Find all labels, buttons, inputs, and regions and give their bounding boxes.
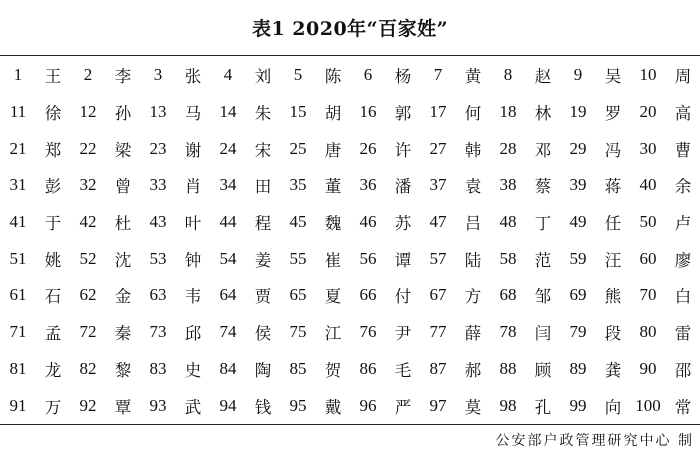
rank-number: 18 bbox=[499, 102, 517, 122]
table-row bbox=[0, 351, 700, 388]
surname-cell: 夏 bbox=[324, 287, 342, 307]
rank-number: 42 bbox=[79, 212, 97, 232]
surname-cell: 于 bbox=[44, 214, 62, 234]
surname-cell: 许 bbox=[394, 140, 412, 160]
surname-cell: 彭 bbox=[44, 177, 62, 197]
rank-number: 15 bbox=[289, 102, 307, 122]
rank-number: 34 bbox=[219, 175, 237, 195]
rank-number: 29 bbox=[569, 138, 587, 158]
rank-number: 97 bbox=[429, 395, 447, 415]
rank-number: 80 bbox=[639, 322, 657, 342]
surname-cell: 武 bbox=[184, 397, 202, 417]
rank-number: 59 bbox=[569, 248, 587, 268]
surname-cell: 侯 bbox=[254, 324, 272, 344]
surname-cell: 卢 bbox=[674, 214, 692, 234]
rank-number: 17 bbox=[429, 102, 447, 122]
rank-number: 74 bbox=[219, 322, 237, 342]
surname-cell: 戴 bbox=[324, 397, 342, 417]
rank-number: 41 bbox=[9, 212, 27, 232]
table-row bbox=[0, 57, 700, 94]
rank-number: 60 bbox=[639, 248, 657, 268]
rank-number: 8 bbox=[503, 65, 513, 85]
surname-cell: 崔 bbox=[324, 250, 342, 270]
rank-number: 58 bbox=[499, 248, 517, 268]
rank-number: 69 bbox=[569, 285, 587, 305]
surname-cell: 吕 bbox=[464, 214, 482, 234]
surname-cell: 钱 bbox=[254, 397, 272, 417]
surname-cell: 尹 bbox=[394, 324, 412, 344]
surname-cell: 朱 bbox=[254, 104, 272, 124]
surname-cell: 白 bbox=[674, 287, 692, 307]
bottom-rule bbox=[0, 424, 700, 425]
table-row bbox=[0, 387, 700, 424]
rank-number: 91 bbox=[9, 395, 27, 415]
surname-cell: 段 bbox=[604, 324, 622, 344]
rank-number: 79 bbox=[569, 322, 587, 342]
surname-cell: 覃 bbox=[114, 397, 132, 417]
table-row bbox=[0, 314, 700, 351]
surname-cell: 汪 bbox=[604, 250, 622, 270]
rank-number: 35 bbox=[289, 175, 307, 195]
rank-number: 27 bbox=[429, 138, 447, 158]
rank-number: 76 bbox=[359, 322, 377, 342]
surname-cell: 杜 bbox=[114, 214, 132, 234]
surname-cell: 孔 bbox=[534, 397, 552, 417]
surname-cell: 孙 bbox=[114, 104, 132, 124]
rank-number: 11 bbox=[9, 102, 27, 122]
rank-number: 33 bbox=[149, 175, 167, 195]
rank-number: 62 bbox=[79, 285, 97, 305]
surname-cell: 冯 bbox=[604, 140, 622, 160]
surname-cell: 周 bbox=[674, 67, 692, 87]
surname-cell: 曹 bbox=[674, 140, 692, 160]
table-row bbox=[0, 130, 700, 167]
rank-number: 54 bbox=[219, 248, 237, 268]
surname-cell: 付 bbox=[394, 287, 412, 307]
rank-number: 61 bbox=[9, 285, 27, 305]
rank-number: 64 bbox=[219, 285, 237, 305]
surname-cell: 常 bbox=[674, 397, 692, 417]
rank-number: 93 bbox=[149, 395, 167, 415]
surname-cell: 黄 bbox=[464, 67, 482, 87]
surname-cell: 田 bbox=[254, 177, 272, 197]
rank-number: 98 bbox=[499, 395, 517, 415]
surname-cell: 陆 bbox=[464, 250, 482, 270]
rank-number: 56 bbox=[359, 248, 377, 268]
surname-cell: 程 bbox=[254, 214, 272, 234]
surname-cell: 魏 bbox=[324, 214, 342, 234]
rank-number: 70 bbox=[639, 285, 657, 305]
rank-number: 43 bbox=[149, 212, 167, 232]
rank-number: 92 bbox=[79, 395, 97, 415]
surname-cell: 廖 bbox=[674, 250, 692, 270]
rank-number: 19 bbox=[569, 102, 587, 122]
rank-number: 94 bbox=[219, 395, 237, 415]
surname-cell: 雷 bbox=[674, 324, 692, 344]
rank-number: 25 bbox=[289, 138, 307, 158]
rank-number: 14 bbox=[219, 102, 237, 122]
surname-cell: 肖 bbox=[184, 177, 202, 197]
rank-number: 39 bbox=[569, 175, 587, 195]
surname-cell: 向 bbox=[604, 397, 622, 417]
surname-cell: 董 bbox=[324, 177, 342, 197]
rank-number: 31 bbox=[9, 175, 27, 195]
rank-number: 45 bbox=[289, 212, 307, 232]
surname-cell: 石 bbox=[44, 287, 62, 307]
rank-number: 84 bbox=[219, 358, 237, 378]
surname-cell: 薛 bbox=[464, 324, 482, 344]
surname-cell: 金 bbox=[114, 287, 132, 307]
surname-cell: 袁 bbox=[464, 177, 482, 197]
surname-cell: 范 bbox=[534, 250, 552, 270]
rank-number: 4 bbox=[223, 65, 233, 85]
surname-cell: 吴 bbox=[604, 67, 622, 87]
rank-number: 66 bbox=[359, 285, 377, 305]
rank-number: 7 bbox=[433, 65, 443, 85]
table-row bbox=[0, 204, 700, 241]
rank-number: 68 bbox=[499, 285, 517, 305]
rank-number: 95 bbox=[289, 395, 307, 415]
rank-number: 50 bbox=[639, 212, 657, 232]
rank-number: 1 bbox=[13, 65, 23, 85]
surname-cell: 林 bbox=[534, 104, 552, 124]
surname-cell: 邵 bbox=[674, 360, 692, 380]
surname-cell: 邱 bbox=[184, 324, 202, 344]
surname-cell: 姚 bbox=[44, 250, 62, 270]
rank-number: 82 bbox=[79, 358, 97, 378]
surname-cell: 姜 bbox=[254, 250, 272, 270]
table-title: 表1 2020年“百家姓” bbox=[251, 18, 449, 40]
surname-cell: 莫 bbox=[464, 397, 482, 417]
surname-cell: 任 bbox=[604, 214, 622, 234]
rank-number: 13 bbox=[149, 102, 167, 122]
surname-cell: 龙 bbox=[44, 360, 62, 380]
surname-cell: 张 bbox=[184, 67, 202, 87]
rank-number: 10 bbox=[639, 65, 657, 85]
surname-cell: 韦 bbox=[184, 287, 202, 307]
surname-cell: 唐 bbox=[324, 140, 342, 160]
surname-cell: 孟 bbox=[44, 324, 62, 344]
surname-cell: 邹 bbox=[534, 287, 552, 307]
surname-cell: 郭 bbox=[394, 104, 412, 124]
rank-number: 37 bbox=[429, 175, 447, 195]
surname-cell: 谢 bbox=[184, 140, 202, 160]
surname-cell: 谭 bbox=[394, 250, 412, 270]
table-row bbox=[0, 240, 700, 277]
rank-number: 72 bbox=[79, 322, 97, 342]
rank-number: 47 bbox=[429, 212, 447, 232]
surname-cell: 史 bbox=[184, 360, 202, 380]
rank-number: 9 bbox=[573, 65, 583, 85]
rank-number: 30 bbox=[639, 138, 657, 158]
table-row bbox=[0, 94, 700, 131]
rank-number: 12 bbox=[79, 102, 97, 122]
rank-number: 26 bbox=[359, 138, 377, 158]
surname-cell: 江 bbox=[324, 324, 342, 344]
rank-number: 52 bbox=[79, 248, 97, 268]
rank-number: 65 bbox=[289, 285, 307, 305]
surname-cell: 沈 bbox=[114, 250, 132, 270]
rank-number: 22 bbox=[79, 138, 97, 158]
surname-cell: 苏 bbox=[394, 214, 412, 234]
surname-cell: 万 bbox=[44, 397, 62, 417]
surname-cell: 潘 bbox=[394, 177, 412, 197]
rank-number: 86 bbox=[359, 358, 377, 378]
rank-number: 99 bbox=[569, 395, 587, 415]
rank-number: 49 bbox=[569, 212, 587, 232]
surname-cell: 严 bbox=[394, 397, 412, 417]
rank-number: 78 bbox=[499, 322, 517, 342]
rank-number: 5 bbox=[293, 65, 303, 85]
rank-number: 57 bbox=[429, 248, 447, 268]
surname-cell: 高 bbox=[674, 104, 692, 124]
rank-number: 32 bbox=[79, 175, 97, 195]
rank-number: 90 bbox=[639, 358, 657, 378]
surname-cell: 陈 bbox=[324, 67, 342, 87]
surname-cell: 徐 bbox=[44, 104, 62, 124]
surname-cell: 梁 bbox=[114, 140, 132, 160]
rank-number: 63 bbox=[149, 285, 167, 305]
surname-cell: 丁 bbox=[534, 214, 552, 234]
surname-cell: 李 bbox=[114, 67, 132, 87]
rank-number: 6 bbox=[363, 65, 373, 85]
surname-cell: 熊 bbox=[604, 287, 622, 307]
table-row bbox=[0, 167, 700, 204]
surname-cell: 杨 bbox=[394, 67, 412, 87]
surname-cell: 胡 bbox=[324, 104, 342, 124]
rank-number: 88 bbox=[499, 358, 517, 378]
surname-cell: 龚 bbox=[604, 360, 622, 380]
table-row bbox=[0, 277, 700, 314]
surname-cell: 毛 bbox=[394, 360, 412, 380]
surname-cell: 罗 bbox=[604, 104, 622, 124]
surname-cell: 郝 bbox=[464, 360, 482, 380]
surname-cell: 贺 bbox=[324, 360, 342, 380]
surname-cell: 马 bbox=[184, 104, 202, 124]
surname-cell: 蒋 bbox=[604, 177, 622, 197]
surname-cell: 贾 bbox=[254, 287, 272, 307]
rank-number: 23 bbox=[149, 138, 167, 158]
rank-number: 44 bbox=[219, 212, 237, 232]
surname-cell: 韩 bbox=[464, 140, 482, 160]
rank-number: 2 bbox=[83, 65, 93, 85]
surname-table bbox=[0, 57, 700, 424]
rank-number: 96 bbox=[359, 395, 377, 415]
surname-cell: 赵 bbox=[534, 67, 552, 87]
rank-number: 53 bbox=[149, 248, 167, 268]
top-rule bbox=[0, 55, 700, 56]
rank-number: 85 bbox=[289, 358, 307, 378]
surname-cell: 宋 bbox=[254, 140, 272, 160]
surname-cell: 余 bbox=[674, 177, 692, 197]
surname-cell: 郑 bbox=[44, 140, 62, 160]
rank-number: 48 bbox=[499, 212, 517, 232]
rank-number: 83 bbox=[149, 358, 167, 378]
rank-number: 28 bbox=[499, 138, 517, 158]
surname-cell: 闫 bbox=[534, 324, 552, 344]
rank-number: 51 bbox=[9, 248, 27, 268]
rank-number: 16 bbox=[359, 102, 377, 122]
rank-number: 75 bbox=[289, 322, 307, 342]
rank-number: 87 bbox=[429, 358, 447, 378]
surname-cell: 蔡 bbox=[534, 177, 552, 197]
rank-number: 100 bbox=[635, 395, 661, 415]
source-note: 公安部户政管理研究中心 制 bbox=[495, 433, 694, 449]
surname-cell: 陶 bbox=[254, 360, 272, 380]
surname-cell: 曾 bbox=[114, 177, 132, 197]
rank-number: 89 bbox=[569, 358, 587, 378]
surname-cell: 方 bbox=[464, 287, 482, 307]
rank-number: 71 bbox=[9, 322, 27, 342]
rank-number: 24 bbox=[219, 138, 237, 158]
rank-number: 46 bbox=[359, 212, 377, 232]
rank-number: 21 bbox=[9, 138, 27, 158]
surname-cell: 叶 bbox=[184, 214, 202, 234]
surname-cell: 钟 bbox=[184, 250, 202, 270]
rank-number: 67 bbox=[429, 285, 447, 305]
rank-number: 55 bbox=[289, 248, 307, 268]
surname-cell: 刘 bbox=[254, 67, 272, 87]
surname-cell: 王 bbox=[44, 67, 62, 87]
rank-number: 20 bbox=[639, 102, 657, 122]
rank-number: 73 bbox=[149, 322, 167, 342]
surname-cell: 黎 bbox=[114, 360, 132, 380]
rank-number: 81 bbox=[9, 358, 27, 378]
rank-number: 77 bbox=[429, 322, 447, 342]
rank-number: 38 bbox=[499, 175, 517, 195]
surname-cell: 邓 bbox=[534, 140, 552, 160]
rank-number: 40 bbox=[639, 175, 657, 195]
rank-number: 3 bbox=[153, 65, 163, 85]
surname-cell: 顾 bbox=[534, 360, 552, 380]
surname-cell: 何 bbox=[464, 104, 482, 124]
rank-number: 36 bbox=[359, 175, 377, 195]
surname-cell: 秦 bbox=[114, 324, 132, 344]
